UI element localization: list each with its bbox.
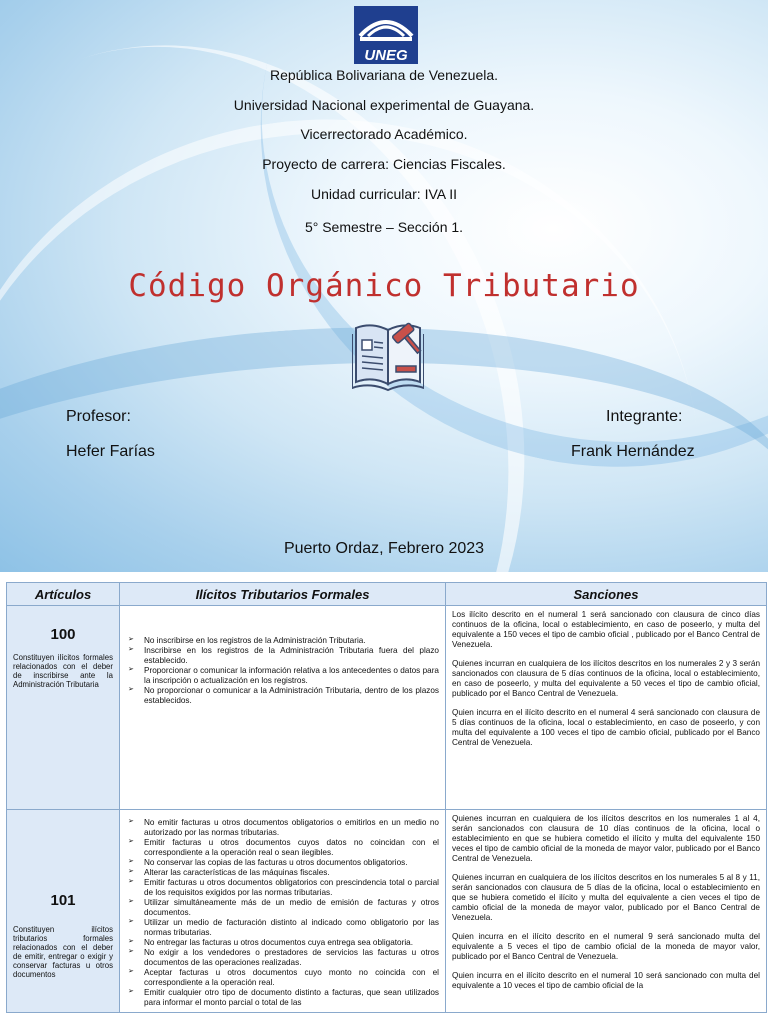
- illicit-sanctions-table: [6, 582, 767, 1013]
- list-item: ➢ Alterar las características de las máquinas fiscales.: [144, 868, 439, 878]
- sanctions-cell: [446, 606, 767, 810]
- list-item: ➢ Proporcionar o comunicar la información relativa a los antecedentes o datos para la inscripción o actualización en los registros.: [144, 666, 439, 686]
- table-row: [7, 606, 767, 810]
- header-line-country: República Bolivariana de Venezuela.: [269, 67, 499, 83]
- list-item: ➢ Emitir facturas u otros documentos obligatorios con prescindencia total o parcial de los requisitos exigidos por las normas tributarias.: [144, 878, 439, 898]
- illicits-cell: [120, 606, 446, 810]
- article-cell: [7, 810, 120, 1013]
- list-item: ➢ Emitir cualquier otro tipo de documento distinto a facturas, que sean utilizados para informar el monto parcial o total de las: [144, 988, 439, 1008]
- list-item: ➢ Utilizar simultáneamente más de un medio de emisión de facturas y otros documentos.: [144, 898, 439, 918]
- column-header-illicits: Ilícitos Tributarios Formales: [120, 583, 446, 606]
- professor-name: Hefer Farías: [66, 443, 155, 460]
- article-description: Constituyen ilícitos tributarios formales relacionados con el deber de emitir, entregar o exigir y conservar facturas u otros documentos: [13, 925, 113, 980]
- logo-text: UNEG: [364, 47, 408, 64]
- list-item: ➢ Utilizar un medio de facturación distinto al indicado como obligatorio por las normas tributarias.: [144, 918, 439, 938]
- sanction-paragraph: Quienes incurran en cualquiera de los ilícitos descritos en los numerales 2 y 3 serán sancionados con clausura de 5 días continuos de la oficina, local o establecimiento, en caso de poseerlo, y multa del equivalente a 50 veces el tipo de cambio oficial, publicado por el Banco Central de Venezuela.: [452, 659, 760, 698]
- header-line-career: Proyecto de carrera: Ciencias Fiscales.: [262, 156, 506, 172]
- column-header-sanctions: Sanciones: [446, 583, 767, 606]
- article-number: 100: [50, 626, 76, 643]
- sanction-paragraph: Quienes incurran en cualquiera de los ilícitos descritos en los numerales 1 al 4, serán sancionados con clausura de 10 días continuos de la oficina, local o establecimiento en que se hubiera cometido el ilícito y multa del equivalente 150 veces el tipo de cambio oficial de la moneda de mayor valor, publicado por el Banco Central de Venezuela.: [452, 814, 760, 863]
- member-name: Frank Hernández: [571, 443, 695, 460]
- article-number: 101: [50, 892, 76, 909]
- uneg-logo: [354, 6, 418, 64]
- law-book-icon: [352, 308, 424, 392]
- sanction-paragraph: Quienes incurran en cualquiera de los ilícitos descritos en los numerales 5 al 8 y 11, serán sancionados con clausura de 5 días de la oficina, local o establecimiento en que se hubiera cometido el ilícito y multa del equivalente a cien veces el tipo de cambio oficial de la moneda de mayor valor, publicado por el Banco Central de Venezuela.: [452, 873, 760, 922]
- list-item: ➢ Inscribirse en los registros de la Administración Tributaria fuera del plazo establecido.: [144, 646, 439, 666]
- list-item: ➢ No inscribirse en los registros de la Administración Tributaria.: [144, 636, 439, 646]
- header-line-course: Unidad curricular: IVA II: [310, 186, 458, 202]
- sanctions-cell: [446, 810, 767, 1013]
- header-line-university: Universidad Nacional experimental de Guayana.: [233, 97, 535, 113]
- header-line-semester: 5° Semestre – Sección 1.: [304, 219, 464, 235]
- list-item: ➢ Aceptar facturas u otros documentos cuyo monto no coincida con el correspondiente a la operación real.: [144, 968, 439, 988]
- article-cell: [7, 606, 120, 810]
- list-item: ➢ Emitir facturas u otros documentos cuyos datos no coincidan con el correspondiente a la operación real o sean ilegibles.: [144, 838, 439, 858]
- member-label: Integrante:: [606, 408, 683, 425]
- sanction-paragraph: Quien incurra en el ilícito descrito en el numeral 10 será sancionado con multa del equivalente a 10 veces el tipo de cambio oficial de la: [452, 971, 760, 990]
- professor-label: Profesor:: [66, 408, 131, 425]
- list-item: ➢ No conservar las copias de las facturas u otros documentos obligatorios.: [144, 858, 439, 868]
- sanction-paragraph: Quien incurra en el ilícito descrito en el numeral 4 será sancionado con clausura de 5 días continuos de la oficina, local o establecimiento, en caso de poseerlo, y con multa del equivalente a 100 veces el tipo de cambio oficial, publicado por el Banco Central de Venezuela.: [452, 708, 760, 747]
- list-item: ➢ No emitir facturas u otros documentos obligatorios o emitirlos en un medio no autorizado por las normas tributarias.: [144, 818, 439, 838]
- list-item: ➢ No proporcionar o comunicar a la Administración Tributaria, dentro de los plazos establecidos.: [144, 686, 439, 706]
- sanction-paragraph: Los ilícito descrito en el numeral 1 será sancionado con clausura de cinco días continuos de la oficina, local o establecimiento, en caso de poseerlo, y multa del equivalente a 150 veces el tipo de cambio oficial , publicado por el Banco Central de Venezuela.: [452, 610, 760, 649]
- table-header-row: [7, 583, 767, 606]
- sanction-paragraph: Quien incurra en el ilícito descrito en el numeral 9 será sancionado multa del equivalente a 5 veces el tipo de cambio oficial de la moneda de mayor valor, publicado por el Banco Central de Venezuela.: [452, 932, 760, 961]
- table-row: [7, 810, 767, 1013]
- illicits-cell: [120, 810, 446, 1013]
- article-description: Constituyen ilícitos formales relacionados con el deber de inscribirse ante la Administración Tributaria: [13, 653, 113, 690]
- place-date: Puerto Ordaz, Febrero 2023: [283, 540, 485, 557]
- column-header-articles: Artículos: [7, 583, 120, 606]
- document-title: Código Orgánico Tributario: [128, 268, 640, 304]
- list-item: ➢ No exigir a los vendedores o prestadores de servicios las facturas u otros documentos de las operaciones realizadas.: [144, 948, 439, 968]
- header-line-vicerrectorado: Vicerrectorado Académico.: [300, 126, 468, 142]
- list-item: ➢ No entregar las facturas u otros documentos cuya entrega sea obligatoria.: [144, 938, 439, 948]
